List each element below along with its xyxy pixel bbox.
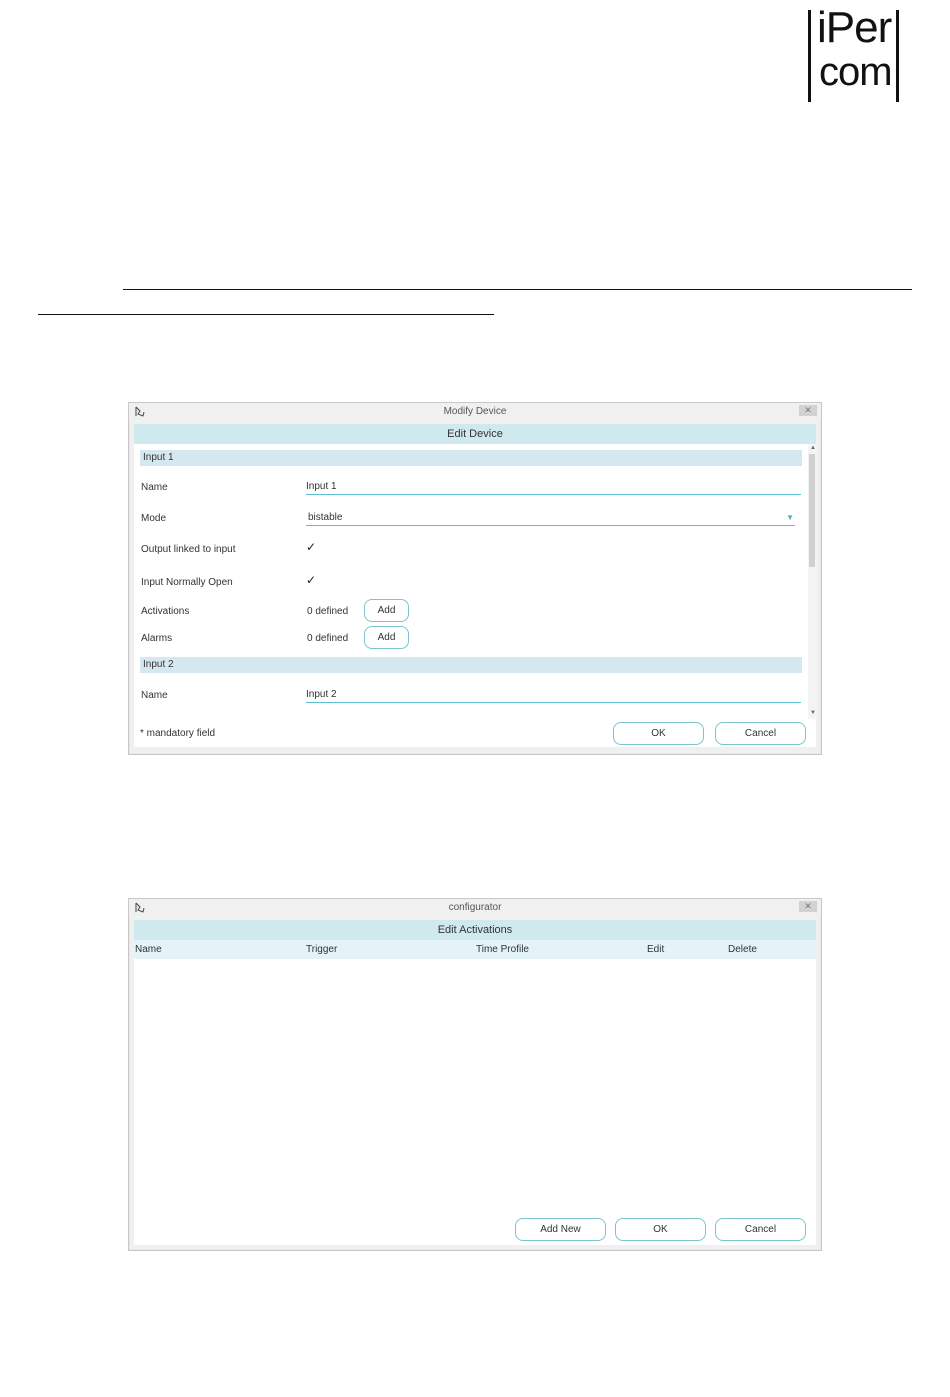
normally-open-label: Input Normally Open xyxy=(141,577,233,588)
column-header-edit: Edit xyxy=(647,944,665,955)
mode-select-value: bistable xyxy=(308,512,343,523)
input2-name-field[interactable]: Input 2 xyxy=(306,688,801,703)
chevron-down-icon: ▼ xyxy=(786,513,794,522)
logo-text-top: iPer xyxy=(817,3,892,52)
mode-select[interactable] xyxy=(306,511,795,526)
add-alarm-button[interactable]: Add xyxy=(364,626,409,649)
column-header-time-profile: Time Profile xyxy=(476,944,529,955)
logo-text-bottom: com xyxy=(819,50,892,94)
mandatory-note: * mandatory field xyxy=(140,728,216,739)
cancel-button[interactable]: Cancel xyxy=(715,722,806,745)
section-input-2: Input 2 xyxy=(140,657,802,673)
ipercom-logo xyxy=(808,3,902,104)
add-new-button[interactable]: Add New xyxy=(515,1218,606,1241)
scroll-up-icon[interactable]: ▲ xyxy=(810,445,816,451)
activations-table xyxy=(134,940,816,1245)
window-title: configurator xyxy=(448,902,502,913)
column-header-trigger: Trigger xyxy=(306,944,338,955)
dialog-footer xyxy=(134,719,816,747)
modify-device-window xyxy=(128,402,822,755)
column-header-name: Name xyxy=(135,944,162,955)
output-linked-label: Output linked to input xyxy=(141,544,236,555)
input1-name-field[interactable]: Input 1 xyxy=(306,480,801,495)
add-activation-button[interactable]: Add xyxy=(364,599,409,622)
output-linked-checkbox[interactable]: ✓ xyxy=(306,540,317,554)
alarms-count: 0 defined xyxy=(307,633,349,644)
cancel-button[interactable]: Cancel xyxy=(715,1218,806,1241)
ok-button[interactable]: OK xyxy=(613,722,704,745)
dialog-header: Edit Device xyxy=(134,424,816,444)
form-panel xyxy=(134,444,816,719)
divider-line-2 xyxy=(38,314,494,315)
scrollbar-thumb[interactable] xyxy=(809,454,815,567)
close-icon[interactable]: ✕ xyxy=(799,405,817,416)
window-titlebar xyxy=(129,403,821,421)
divider-line-1 xyxy=(123,289,912,290)
activations-label: Activations xyxy=(141,606,190,617)
dialog-header: Edit Activations xyxy=(134,920,816,940)
window-title: Modify Device xyxy=(443,406,507,417)
configurator-window xyxy=(128,898,822,1251)
logo-bar-left xyxy=(808,10,811,102)
normally-open-checkbox[interactable]: ✓ xyxy=(306,573,317,587)
vertical-scrollbar[interactable] xyxy=(808,444,817,719)
alarms-label: Alarms xyxy=(141,633,173,644)
table-header-row xyxy=(134,940,816,959)
column-header-delete: Delete xyxy=(728,944,757,955)
window-titlebar xyxy=(129,899,821,917)
activations-count: 0 defined xyxy=(307,606,349,617)
scroll-down-icon[interactable]: ▼ xyxy=(810,710,816,716)
close-icon[interactable]: ✕ xyxy=(799,901,817,912)
mode-label: Mode xyxy=(141,513,167,524)
name-label: Name xyxy=(141,690,168,701)
name-label: Name xyxy=(141,482,168,493)
ok-button[interactable]: OK xyxy=(615,1218,706,1241)
logo-bar-right xyxy=(896,10,899,102)
section-input-1: Input 1 xyxy=(140,450,802,466)
